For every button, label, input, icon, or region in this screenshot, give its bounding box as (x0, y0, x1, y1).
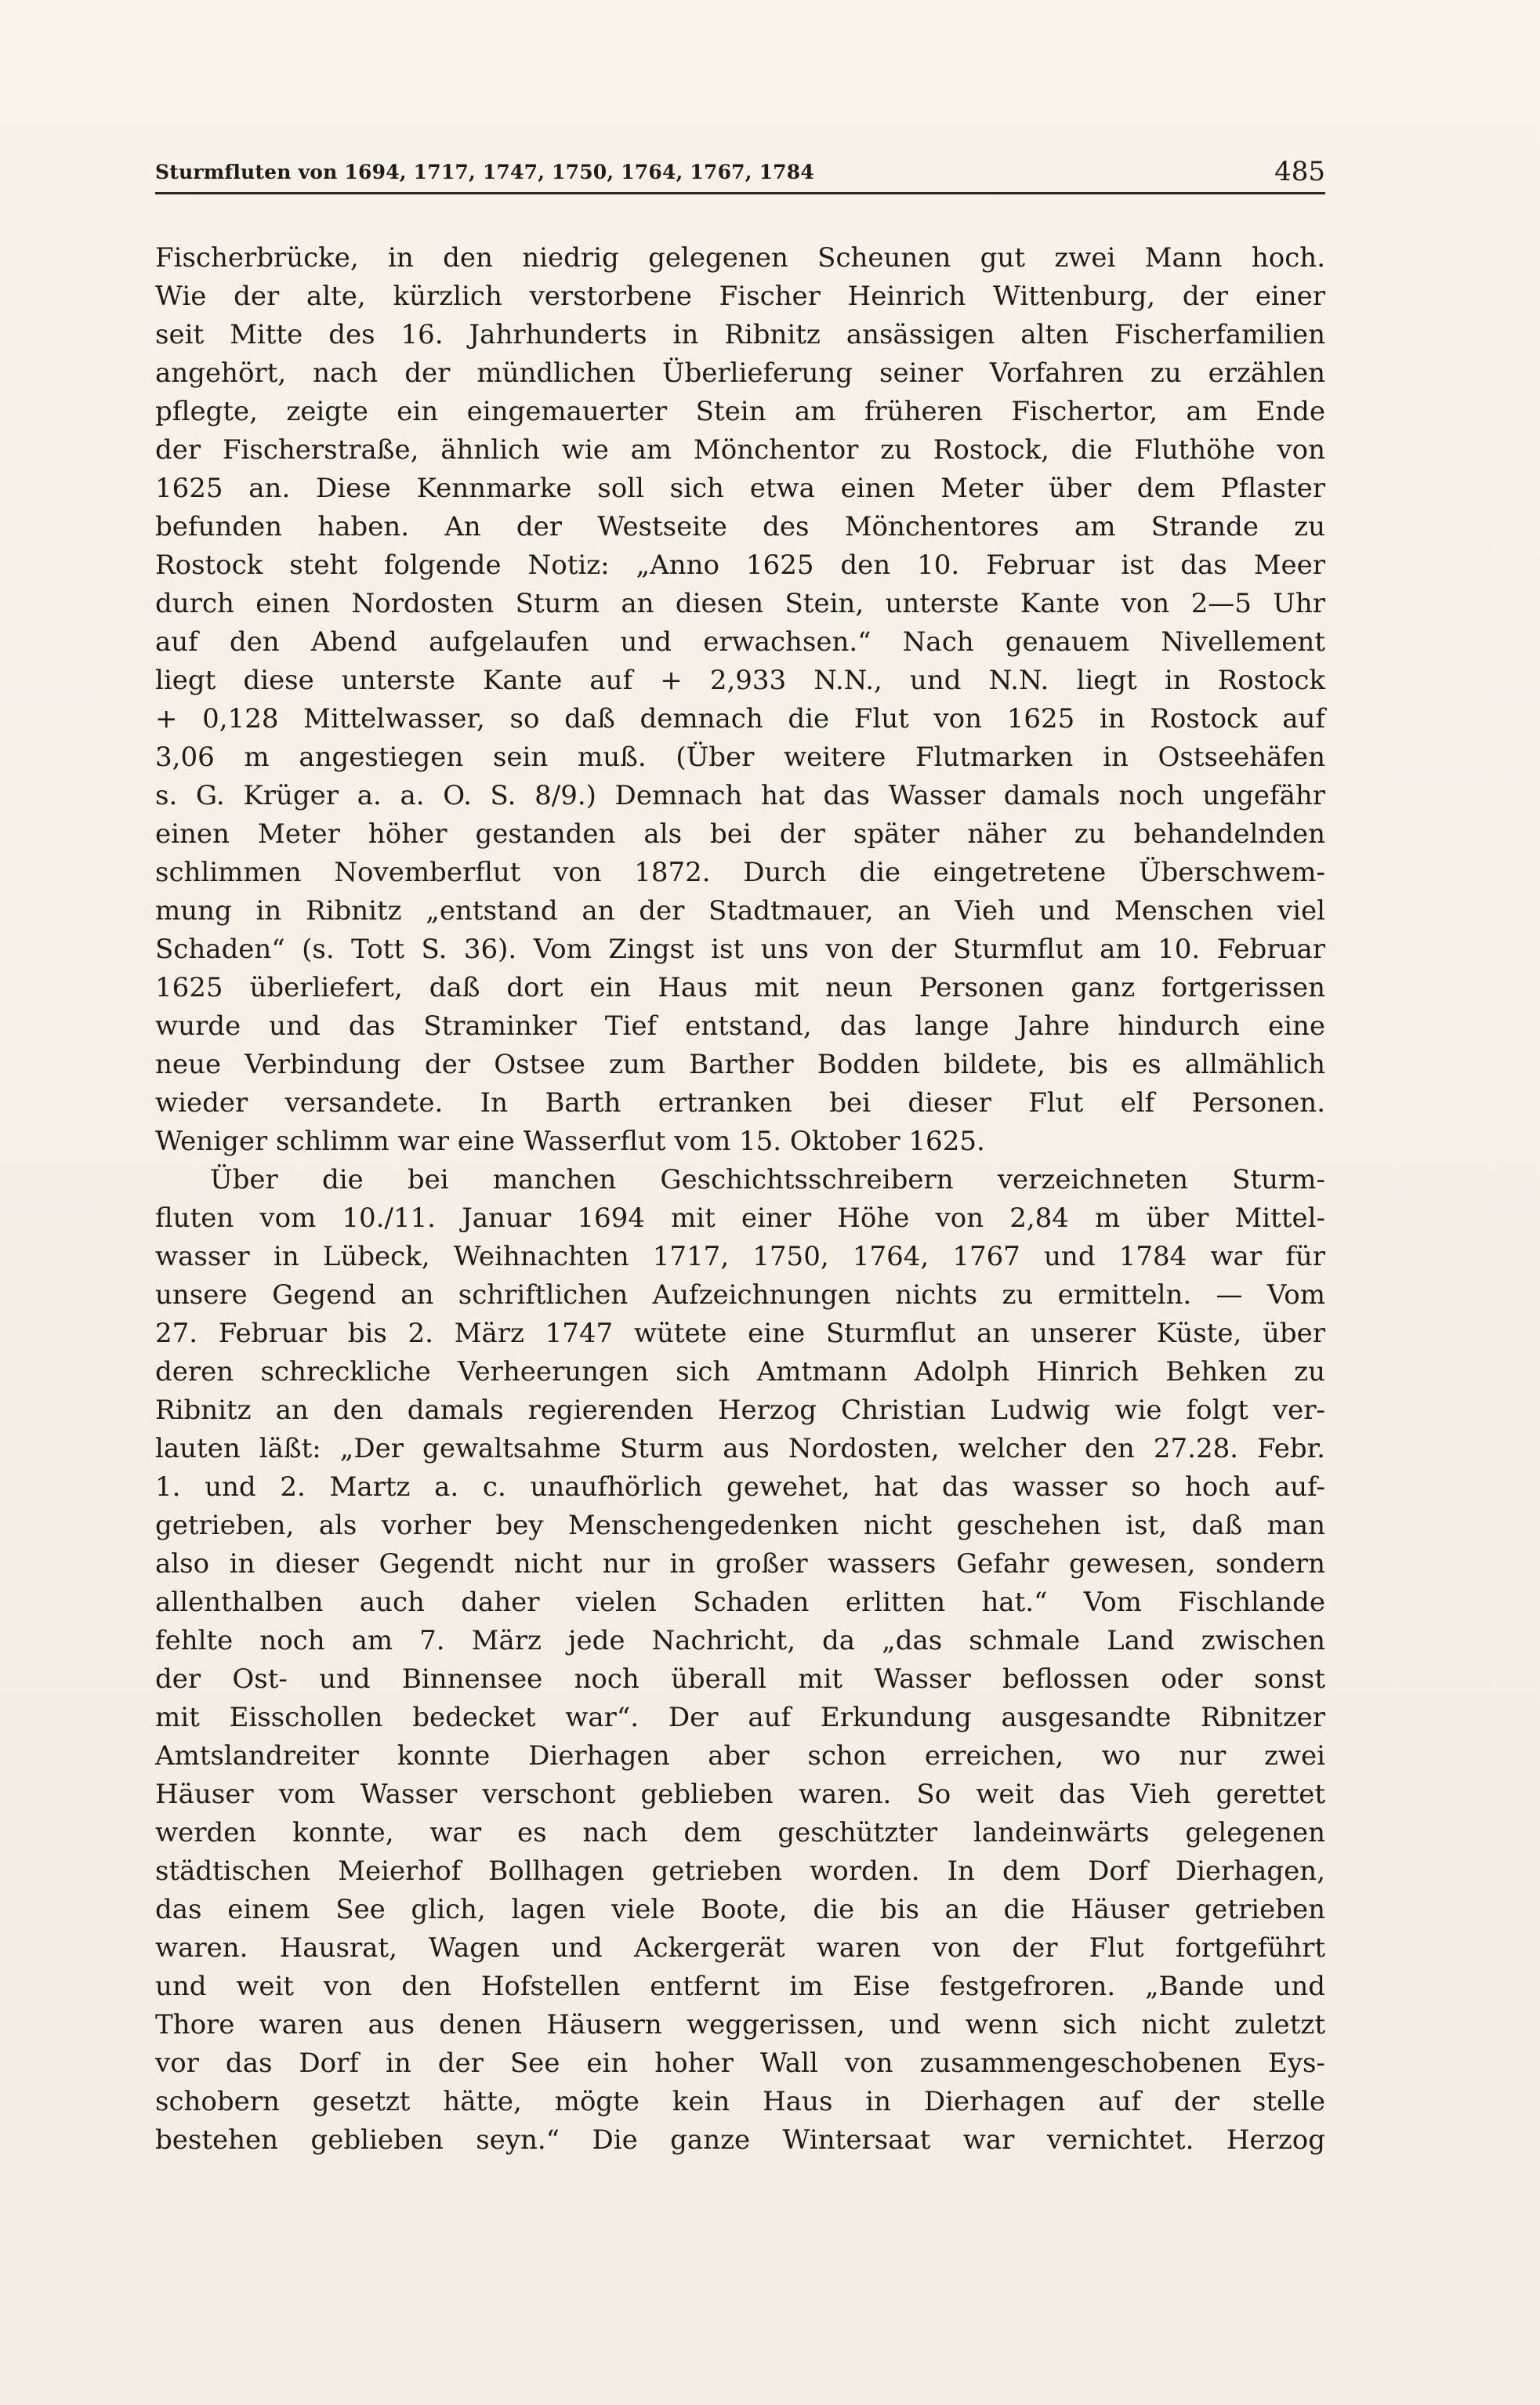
text-line: schlimmen Novemberflut von 1872. Durch die eingetretene Überschwem- (155, 857, 1325, 888)
text-line: einen Meter höher gestanden als bei der später näher zu behandelnden (155, 818, 1325, 850)
text-line: wieder versandete. In Barth ertranken bei dieser Flut elf Personen. (155, 1087, 1325, 1119)
text-line: deren schreckliche Verheerungen sich Amtmann Adolph Hinrich Behken zu (155, 1356, 1325, 1388)
text-line: wurde und das Straminker Tief entstand, das lange Jahre hindurch eine (155, 1010, 1325, 1042)
text-line: Thore waren aus denen Häusern weggerissen, und wenn sich nicht zuletzt (155, 2009, 1325, 2040)
text-line: getrieben, als vorher bey Menschengedenken nicht geschehen ist, daß man (155, 1510, 1325, 1541)
text-line: Rostock steht folgende Notiz: „Anno 1625 den 10. Februar ist das Meer (155, 550, 1325, 581)
text-line: Amtslandreiter konnte Dierhagen aber schon erreichen, wo nur zwei (155, 1740, 1325, 1772)
paragraph-start-line: Über die bei manchen Geschichtsschreibern verzeichneten Sturm- (210, 1164, 1325, 1195)
page-number: 485 (1274, 156, 1325, 187)
text-line: Ribnitz an den damals regierenden Herzog Christian Ludwig wie folgt ver- (155, 1395, 1325, 1426)
text-line: 1625 überliefert, daß dort ein Haus mit neun Personen ganz fortgerissen (155, 972, 1325, 1003)
text-line: befunden haben. An der Westseite des Mönchentores am Strande zu (155, 511, 1325, 542)
text-line: werden konnte, war es nach dem geschützter landeinwärts gelegenen (155, 1817, 1325, 1848)
running-head (155, 156, 1325, 198)
text-line: liegt diese unterste Kante auf + 2,933 N.N., und N.N. liegt in Rostock (155, 665, 1325, 696)
text-line: neue Verbindung der Ostsee zum Barther Bodden bildete, bis es allmählich (155, 1049, 1325, 1080)
text-line: also in dieser Gegendt nicht nur in großer wassers Gefahr gewesen, sondern (155, 1548, 1325, 1580)
text-line: waren. Hausrat, Wagen und Ackergerät waren von der Flut fortgeführt (155, 1932, 1325, 1964)
text-line: auf den Abend aufgelaufen und erwachsen.“ Nach genauem Nivellement (155, 626, 1325, 658)
text-line: mit Eisschollen bedecket war“. Der auf Erkundung ausgesandte Ribnitzer (155, 1702, 1325, 1733)
text-line: vor das Dorf in der See ein hoher Wall von zusammengeschobenen Eys- (155, 2048, 1325, 2079)
text-line: fehlte noch am 7. März jede Nachricht, da „das schmale Land zwischen (155, 1625, 1325, 1656)
text-line: pflegte, zeigte ein eingemauerter Stein am früheren Fischertor, am Ende (155, 396, 1325, 427)
text-line: fluten vom 10./11. Januar 1694 mit einer Höhe von 2,84 m über Mittel- (155, 1202, 1325, 1234)
text-line: Häuser vom Wasser verschont geblieben waren. So weit das Vieh gerettet (155, 1779, 1325, 1810)
text-line: und weit von den Hofstellen entfernt im Eise festgefroren. „Bande und (155, 1971, 1325, 2002)
text-line: Wie der alte, kürzlich verstorbene Fischer Heinrich Wittenburg, der einer (155, 281, 1325, 312)
text-line: 1625 an. Diese Kennmarke soll sich etwa einen Meter über dem Pflaster (155, 473, 1325, 504)
text-line: wasser in Lübeck, Weihnachten 1717, 1750, 1764, 1767 und 1784 war für (155, 1241, 1325, 1272)
text-line: lauten läßt: „Der gewaltsahme Sturm aus Nordosten, welcher den 27.28. Febr. (155, 1433, 1325, 1464)
text-line: bestehen geblieben seyn.“ Die ganze Wintersaat war vernichtet. Herzog (155, 2124, 1325, 2156)
text-line: 1. und 2. Martz a. c. unaufhörlich gewehet, hat das wasser so hoch auf- (155, 1471, 1325, 1503)
text-line: angehört, nach der mündlichen Überlieferung seiner Vorfahren zu erzählen (155, 357, 1325, 389)
text-line: schobern gesetzt hätte, mögte kein Haus in Dierhagen auf der stelle (155, 2086, 1325, 2117)
text-line: + 0,128 Mittelwasser, so daß demnach die Flut von 1625 in Rostock auf (155, 703, 1325, 735)
text-line: s. G. Krüger a. a. O. S. 8/9.) Demnach hat das Wasser damals noch ungefähr (155, 780, 1325, 811)
text-line: der Ost- und Binnensee noch überall mit Wasser beflossen oder sonst (155, 1663, 1325, 1695)
text-line: 27. Februar bis 2. März 1747 wütete eine Sturmflut an unserer Küste, über (155, 1318, 1325, 1349)
text-line: der Fischerstraße, ähnlich wie am Mönchentor zu Rostock, die Fluthöhe von (155, 434, 1325, 466)
body-text (155, 239, 1325, 2160)
text-line: allenthalben auch daher vielen Schaden erlitten hat.“ Vom Fischlande (155, 1587, 1325, 1618)
text-line: Fischerbrücke, in den niedrig gelegenen Scheunen gut zwei Mann hoch. (155, 242, 1325, 274)
text-line: das einem See glich, lagen viele Boote, die bis an die Häuser getrieben (155, 1894, 1325, 1925)
text-line: mung in Ribnitz „entstand an der Stadtmauer, an Vieh und Menschen viel (155, 895, 1325, 927)
header-rule (155, 192, 1325, 194)
text-line: Schaden“ (s. Tott S. 36). Vom Zingst ist uns von der Sturmflut am 10. Februar (155, 934, 1325, 965)
text-line: unsere Gegend an schriftlichen Aufzeichnungen nichts zu ermitteln. — Vom (155, 1279, 1325, 1311)
text-line: städtischen Meierhof Bollhagen getrieben worden. In dem Dorf Dierhagen, (155, 1855, 1325, 1887)
text-line: seit Mitte des 16. Jahrhunderts in Ribnitz ansässigen alten Fischerfamilien (155, 319, 1325, 350)
text-line: 3,06 m angestiegen sein muß. (Über weitere Flutmarken in Ostseehäfen (155, 742, 1325, 773)
text-line: durch einen Nordosten Sturm an diesen Stein, unterste Kante von 2—5 Uhr (155, 588, 1325, 619)
paragraph-end-line: Weniger schlimm war eine Wasserflut vom 15. Oktober 1625. (155, 1126, 985, 1157)
running-title: Sturmfluten von 1694, 1717, 1747, 1750, 1764, 1767, 1784 (155, 161, 814, 183)
